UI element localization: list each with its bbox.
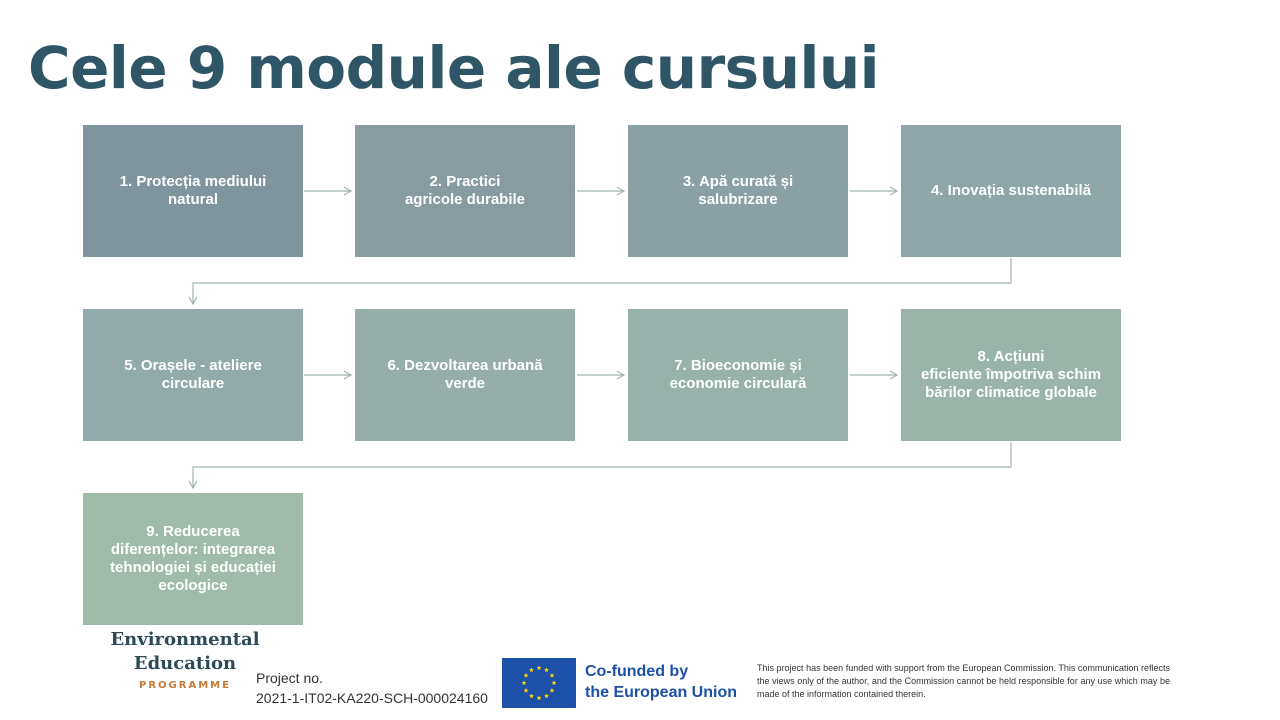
- module-label-3: 3. Apă curată și salubrizare: [682, 173, 794, 208]
- module-box-7[interactable]: [628, 309, 848, 441]
- connector-arrow-4: [304, 371, 351, 379]
- module-label-6: 6. Dezvoltarea urbană verde: [387, 357, 543, 392]
- project-label: Project no.: [256, 670, 323, 686]
- connector-row-1-to-2: [189, 258, 1011, 304]
- environmental-education-logo: [100, 628, 270, 694]
- project-info: [256, 668, 488, 708]
- logo-line-2: Education: [133, 653, 237, 674]
- logo-line-3: PROGRAMME: [139, 680, 231, 691]
- module-label-5: 5. Orașele - ateliere circulare: [124, 357, 262, 392]
- project-number: 2021-1-IT02-KA220-SCH-000024160: [256, 690, 488, 706]
- module-box-6[interactable]: [355, 309, 575, 441]
- module-box-2[interactable]: [355, 125, 575, 257]
- eu-cofunded-text: [585, 661, 737, 703]
- eu-line-2: the European Union: [585, 684, 737, 701]
- connector-arrow-6: [850, 371, 897, 379]
- page-title: Cele 9 module ale cursului: [28, 34, 880, 102]
- module-box-8[interactable]: [901, 309, 1121, 441]
- module-label-9: 9. Reducerea diferențelor: integrarea tehnologiei și educației ecologice: [110, 523, 276, 594]
- module-label-4: 4. Inovația sustenabilă: [930, 182, 1092, 199]
- eu-flag-icon: [502, 658, 576, 708]
- connector-arrow-1: [304, 187, 351, 195]
- module-box-1[interactable]: [83, 125, 303, 257]
- module-label-7: 7. Bioeconomie și economie circulară: [669, 357, 807, 392]
- module-box-4[interactable]: [901, 125, 1121, 257]
- module-box-5[interactable]: [83, 309, 303, 441]
- connector-arrow-5: [577, 371, 624, 379]
- connector-row-2-to-3: [189, 442, 1011, 488]
- module-label-2: 2. Practici agricole durabile: [404, 173, 526, 208]
- module-box-9[interactable]: [83, 493, 303, 625]
- eu-line-1: Co-funded by: [585, 663, 689, 680]
- logo-line-1: Environmental: [110, 629, 260, 650]
- module-label-8: 8. Acțiuni eficiente împotriva schim bărilor climatice globale: [920, 348, 1102, 401]
- module-label-1: 1. Protecția mediului natural: [119, 173, 267, 208]
- module-box-3[interactable]: [628, 125, 848, 257]
- funding-disclaimer: This project has been funded with support from the European Commission. This communication reflects the views only of the author, and the Commission cannot be held responsible for any use which may be made of the information contained therein.: [757, 663, 1170, 699]
- connector-arrow-2: [577, 187, 624, 195]
- connector-arrow-3: [850, 187, 897, 195]
